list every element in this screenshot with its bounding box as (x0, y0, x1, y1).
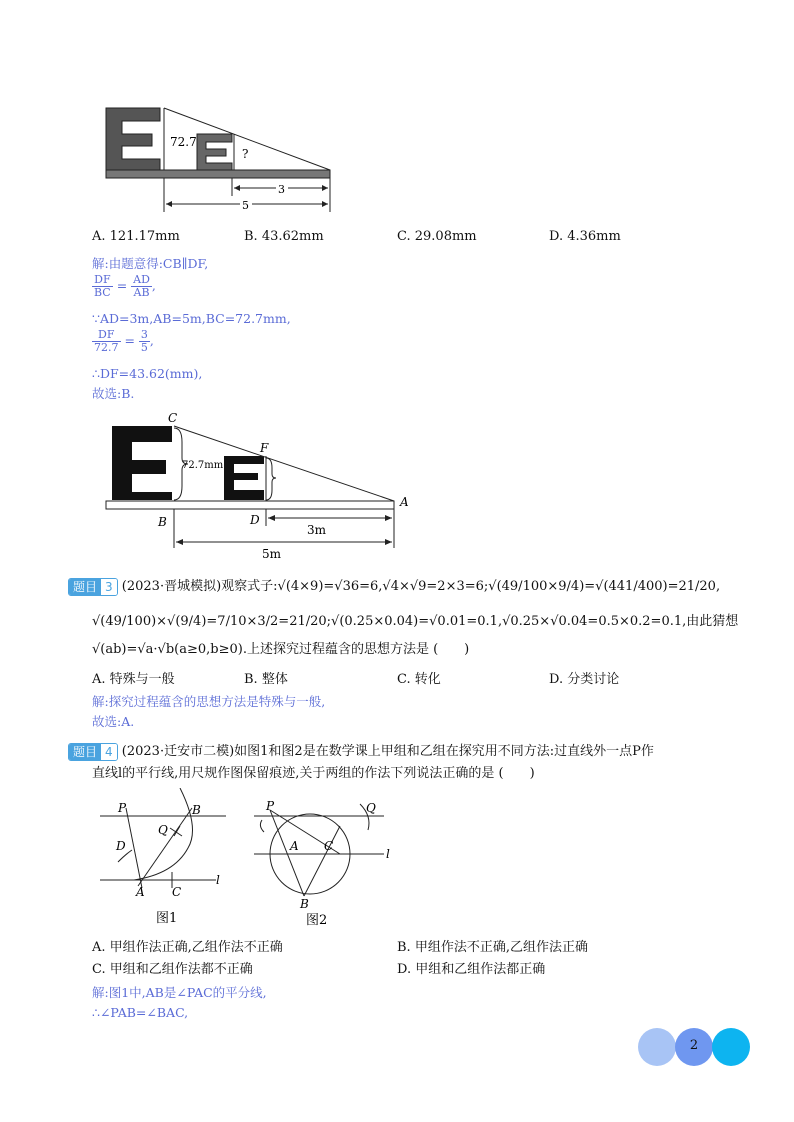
fig2-label-a: A (400, 495, 409, 509)
p2-option-a: A. 121.17mm (92, 229, 180, 244)
p2-option-d: D. 4.36mm (549, 229, 621, 244)
p4-fig1-label-c: C (172, 885, 182, 899)
p4-solution-line-2: ∴∠PAB=∠BAC, (92, 1005, 189, 1020)
p2-solution-line-2: $\frac{DF}{BC}$ = $\frac{AD}{AB}$ , (94, 273, 156, 299)
fig2-dim-5m: 5m (262, 547, 282, 561)
p3-option-c: C. 转化 (397, 672, 441, 687)
p4-fig2-label-b: B (300, 897, 309, 911)
fig1-label-q: ? (242, 147, 249, 161)
fig1-dim-5: 5 (242, 199, 249, 212)
p4-stem-line-1: 题目 4 (2023·迁安市二模)如图1和图2是在数学课上甲组和乙组在探究用不同方法:过直线外一点P作 (68, 742, 654, 762)
p3-option-d: D. 分类讨论 (549, 672, 620, 687)
p4-solution-line-1: 解:图1中,AB是∠PAC的平分线, (92, 985, 267, 1000)
p4-fig2-label-p: P (266, 799, 275, 813)
p2-option-b: B. 43.62mm (244, 229, 324, 244)
p3-stem-line-3: √(ab)=√a·√b(a≥0,b≥0).上述探究过程蕴含的思想方法是 ( ) (92, 642, 470, 657)
p4-fig2-label-c: C (324, 839, 334, 853)
p3-solution-line-2: 故选:A. (92, 714, 135, 729)
p3-badge: 题目 3 (68, 578, 118, 596)
fig2-label-bc: 72.7mm (182, 460, 224, 471)
p4-fig2-label-q: Q (366, 801, 376, 815)
page-deco-circle-right (712, 1028, 750, 1066)
p4-badge: 题目 4 (68, 743, 118, 761)
p4-figure-1 (96, 788, 236, 928)
page-deco-circle-left (638, 1028, 676, 1066)
figure-shadow-e-1 (100, 104, 340, 216)
page-number: 2 (689, 1038, 699, 1053)
fig2-label-d: D (250, 513, 260, 527)
p4-fig1-label-p: P (118, 801, 127, 815)
fig2-label-f: F (260, 441, 269, 455)
p2-solution-line-4: $\frac{DF}{72.7}$ = $\frac{3}{5}$ , (94, 328, 154, 354)
fig2-label-c: C (168, 411, 178, 425)
p4-fig1-label-b: B (192, 803, 201, 817)
fig1-dim-3: 3 (278, 183, 285, 196)
p4-fig1-label-d: D (116, 839, 126, 853)
p4-fig2-label-a: A (290, 839, 299, 853)
p2-solution-line-5: ∴DF=43.62(mm), (92, 366, 203, 381)
fig2-dim-3m: 3m (307, 523, 327, 537)
fig2-label-b: B (158, 515, 167, 529)
p4-figure-2 (248, 796, 398, 928)
p4-fig2-label-l: l (386, 847, 390, 861)
p3-stem-line-1: 题目 3 (2023·晋城模拟)观察式子:√(4×9)=√36=6,√4×√9=2×3=6;√(49/100×9/4)=√(441/400)=21/20, (68, 577, 720, 597)
p3-stem-line-2: √(49/100)×√(9/4)=7/10×3/2=21/20;√(0.25×0.04)=√0.01=0.1,√0.25×√0.04=0.5×0.2=0.1,由此猜想 (92, 614, 739, 629)
p4-option-d: D. 甲组和乙组作法都正确 (397, 962, 546, 977)
p4-fig1-label-q: Q (158, 823, 168, 837)
p4-stem-line-2: 直线l的平行线,用尺规作图保留痕迹,关于两组的作法下列说法正确的是 ( ) (92, 766, 535, 781)
p4-fig1-label-l: l (216, 873, 220, 887)
p3-solution-line-1: 解:探究过程蕴含的思想方法是特殊与一般, (92, 694, 326, 709)
p4-fig1-label-a: A (136, 885, 145, 899)
p4-option-a: A. 甲组作法正确,乙组作法不正确 (92, 940, 283, 955)
p2-option-c: C. 29.08mm (397, 229, 477, 244)
fig1-label-bc: 72.7 (170, 135, 197, 149)
p4-fig1-caption: 图1 (156, 911, 178, 926)
p4-option-b: B. 甲组作法不正确,乙组作法正确 (397, 940, 588, 955)
p4-fig2-caption: 图2 (306, 913, 328, 928)
p2-solution-line-6: 故选:B. (92, 386, 135, 401)
p2-solution-line-3: ∵AD=3m,AB=5m,BC=72.7mm, (92, 311, 291, 326)
figure-shadow-e-2 (100, 408, 420, 564)
p4-option-c: C. 甲组和乙组作法都不正确 (92, 962, 253, 977)
p3-option-b: B. 整体 (244, 672, 288, 687)
p3-option-a: A. 特殊与一般 (92, 672, 175, 687)
p2-solution-line-1: 解:由题意得:CB∥DF, (92, 256, 209, 271)
